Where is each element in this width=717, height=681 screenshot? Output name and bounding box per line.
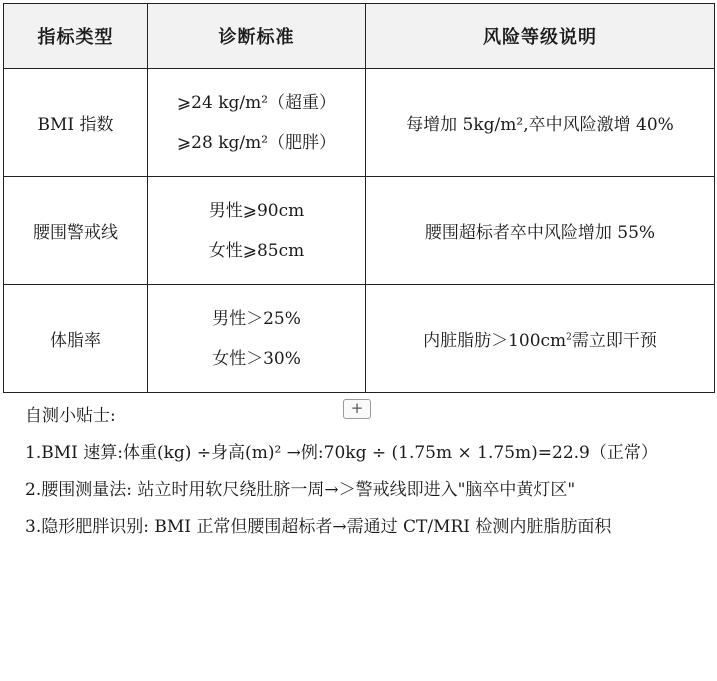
tip-item: 1.BMI 速算:体重(kg) ÷身高(m)² →例:70kg ÷ (1.75m × 1.75m)=22.9（正常） (25, 443, 658, 463)
indicator-type-cell: BMI 指数 (4, 69, 148, 177)
criteria-line: ⩾28 kg/m²（肥胖） (176, 132, 337, 153)
risk-text: 内脏脂肪＞100cm (423, 331, 567, 351)
risk-text-tail: 需立即干预 (571, 331, 657, 351)
indicator-type-cell: 体脂率 (4, 285, 148, 393)
criteria-line: ⩾24 kg/m²（超重） (176, 92, 337, 113)
tips-title: 自测小贴士: (25, 406, 116, 426)
risk-cell: 腰围超标者卒中风险增加 55% (366, 177, 715, 285)
criteria-cell (148, 177, 366, 285)
table-row (4, 285, 715, 393)
header-indicator-type: 指标类型 (4, 4, 148, 69)
indicator-type-cell: 腰围警戒线 (4, 177, 148, 285)
table-row (4, 69, 715, 177)
header-diagnostic-criteria: 诊断标准 (148, 4, 366, 69)
criteria-cell (148, 69, 366, 177)
risk-criteria-table (3, 3, 715, 393)
header-risk-description: 风险等级说明 (366, 4, 715, 69)
tip-item: 2.腰围测量法: 站立时用软尺绕肚脐一周→＞警戒线即进入"脑卒中黄灯区" (25, 480, 576, 500)
table-row (4, 177, 715, 285)
table-header-row (4, 4, 715, 69)
add-block-button[interactable]: + (343, 399, 371, 419)
risk-cell: 每增加 5kg/m²,卒中风险激增 40% (366, 69, 715, 177)
criteria-line: 男性＞25% (212, 308, 301, 329)
tip-item: 3.隐形肥胖识别: BMI 正常但腰围超标者→需通过 CT/MRI 检测内脏脂肪面积 (25, 517, 612, 537)
self-test-tips (25, 398, 695, 546)
criteria-line: 女性＞30% (212, 348, 301, 369)
risk-cell (366, 285, 715, 393)
criteria-cell (148, 285, 366, 393)
criteria-line: 男性⩾90cm (208, 200, 305, 221)
criteria-line: 女性⩾85cm (208, 240, 305, 261)
risk-table-container (3, 3, 714, 393)
superscript-two: 2 (566, 332, 572, 343)
